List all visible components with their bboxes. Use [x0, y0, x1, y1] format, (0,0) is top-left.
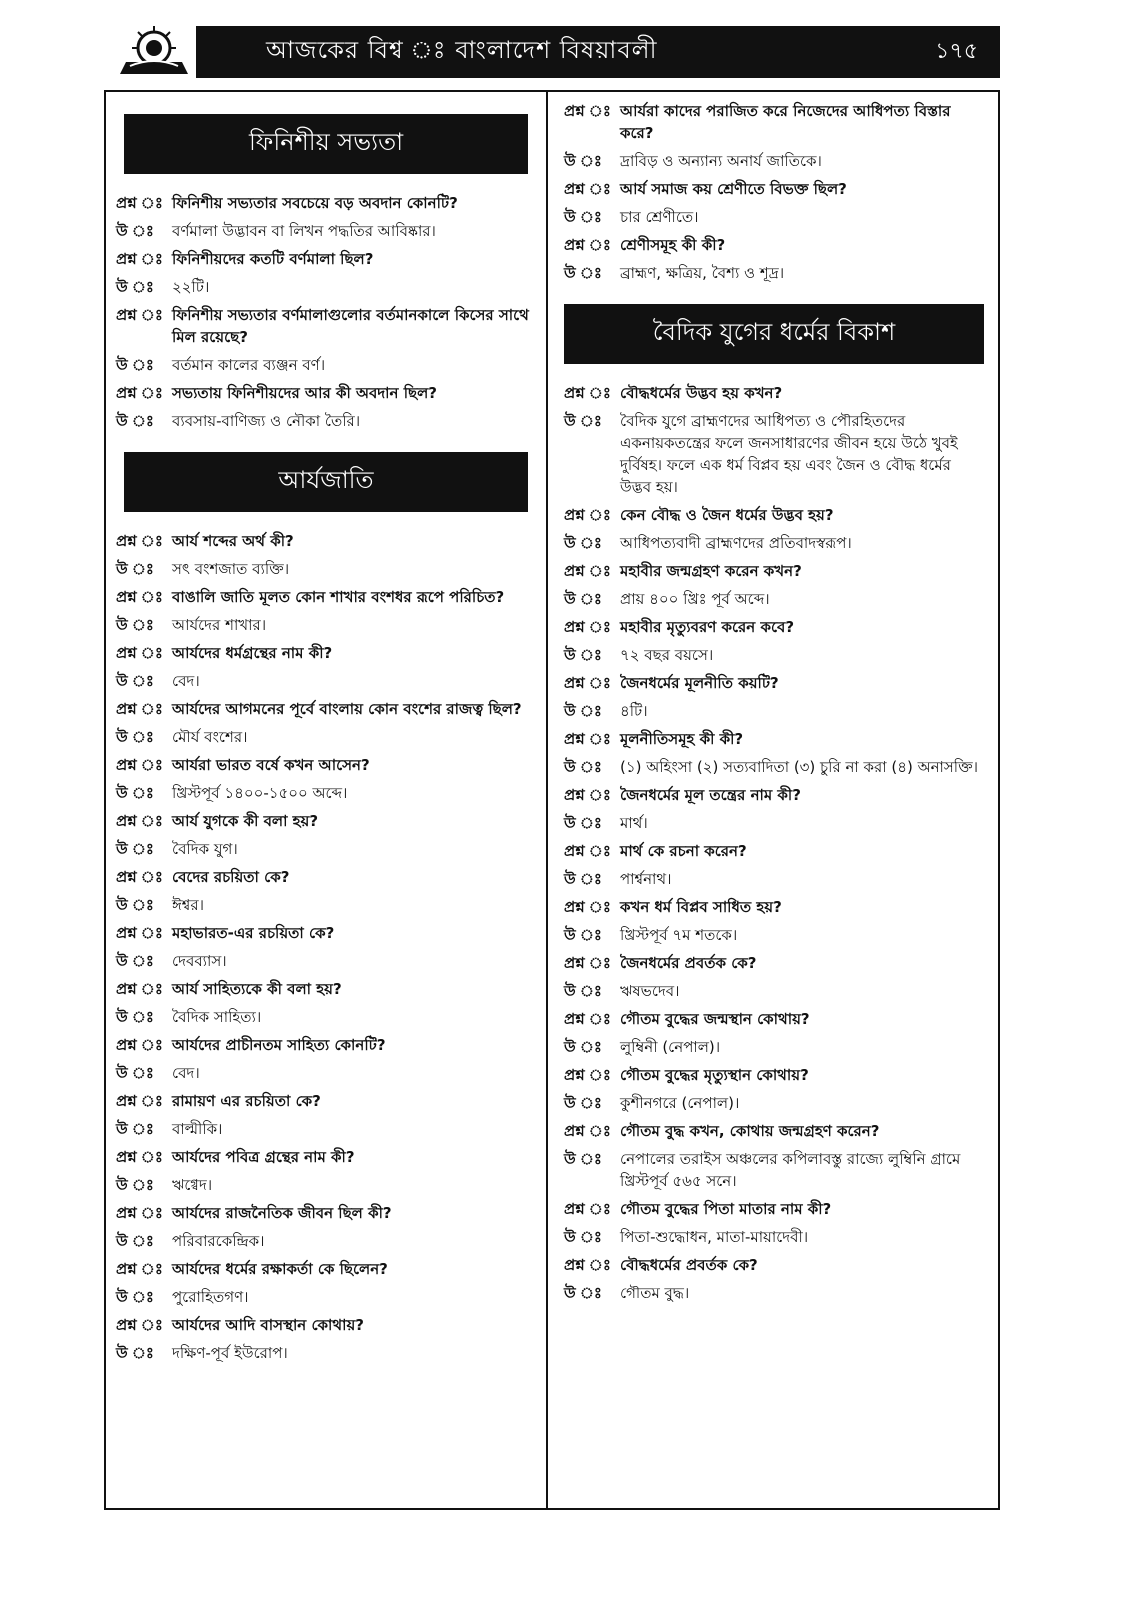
- question-text: মহাবীর জন্মগ্রহণ করেন কখন?: [620, 562, 802, 580]
- question-text: বাঙালি জাতি মূলত কোন শাখার বংশধর রূপে পরিচিত?: [172, 588, 505, 606]
- answer-text: দক্ষিণ-পূর্ব ইউরোপ।: [172, 1344, 288, 1362]
- question-row: [116, 382, 536, 404]
- question-marker: প্রশ্ন ঃ: [116, 1148, 163, 1166]
- answer-marker: উ ঃ: [564, 152, 602, 170]
- answer-row: [564, 262, 984, 284]
- answer-row: [564, 980, 984, 1002]
- answer-marker: উ ঃ: [564, 1038, 602, 1056]
- answer-marker: উ ঃ: [116, 1232, 154, 1250]
- answer-marker: উ ঃ: [116, 1064, 154, 1082]
- section-title: ফিনিশীয় সভ্যতা: [124, 114, 528, 174]
- answer-row: [564, 206, 984, 228]
- question-marker: প্রশ্ন ঃ: [564, 898, 611, 916]
- answer-marker: উ ঃ: [564, 412, 602, 430]
- answer-text: মৌর্য বংশের।: [172, 728, 248, 746]
- question-row: [116, 304, 536, 348]
- answer-row: [564, 1282, 984, 1304]
- answer-text: ঋগ্বেদ।: [172, 1176, 213, 1194]
- question-marker: প্রশ্ন ঃ: [116, 700, 163, 718]
- answer-text: ঈশ্বর।: [172, 896, 204, 914]
- answer-row: [116, 276, 536, 298]
- answer-text: পিতা-শুদ্ধোধন, মাতা-মায়াদেবী।: [620, 1228, 809, 1246]
- answer-marker: উ ঃ: [116, 1120, 154, 1138]
- question-text: গৌতম বুদ্ধ কখন, কোথায় জন্মগ্রহণ করেন?: [620, 1122, 880, 1140]
- question-marker: প্রশ্ন ঃ: [116, 644, 163, 662]
- answer-marker: উ ঃ: [564, 1150, 602, 1168]
- question-row: [116, 698, 536, 720]
- question-row: [564, 560, 984, 582]
- question-marker: প্রশ্ন ঃ: [116, 756, 163, 774]
- question-marker: প্রশ্ন ঃ: [564, 842, 611, 860]
- answer-text: আধিপত্যবাদী ব্রাহ্মণদের প্রতিবাদস্বরূপ।: [620, 534, 852, 552]
- answer-row: [564, 1036, 984, 1058]
- question-row: [116, 1146, 536, 1168]
- question-row: [564, 178, 984, 200]
- answer-text: ব্রাহ্মণ, ক্ষত্রিয়, বৈশ্য ও শূদ্র।: [620, 264, 785, 282]
- question-marker: প্রশ্ন ঃ: [564, 384, 611, 402]
- answer-row: [116, 1062, 536, 1084]
- answer-row: [116, 1286, 536, 1308]
- left-column: [116, 100, 536, 1370]
- question-marker: প্রশ্ন ঃ: [116, 924, 163, 942]
- answer-row: [116, 726, 536, 748]
- question-text: বৌদ্ধধর্মের উদ্ভব হয় কখন?: [620, 384, 783, 402]
- answer-text: দেবব্যাস।: [172, 952, 227, 970]
- question-text: রামায়ণ এর রচয়িতা কে?: [172, 1092, 321, 1110]
- answer-row: [116, 894, 536, 916]
- answer-marker: উ ঃ: [564, 702, 602, 720]
- question-row: [116, 1258, 536, 1280]
- question-marker: প্রশ্ন ঃ: [116, 250, 163, 268]
- question-row: [116, 642, 536, 664]
- question-row: [564, 840, 984, 862]
- question-text: শ্রেণীসমূহ কী কী?: [620, 236, 726, 254]
- answer-text: ব্যবসায়-বাণিজ্য ও নৌকা তৈরি।: [172, 412, 361, 430]
- answer-text: পুরোহিতগণ।: [172, 1288, 249, 1306]
- question-row: [564, 784, 984, 806]
- question-text: আর্যদের আদি বাসস্থান কোথায়?: [172, 1316, 364, 1334]
- answer-row: [564, 812, 984, 834]
- answer-text: সৎ বংশজাত ব্যক্তি।: [172, 560, 290, 578]
- question-text: আর্যদের ধর্মের রক্ষাকর্তা কে ছিলেন?: [172, 1260, 388, 1278]
- answer-row: [116, 558, 536, 580]
- question-text: বৌদ্ধধর্মের প্রবর্তক কে?: [620, 1256, 758, 1274]
- answer-marker: উ ঃ: [116, 952, 154, 970]
- question-text: সভ্যতায় ফিনিশীয়দের আর কী অবদান ছিল?: [172, 384, 437, 402]
- answer-marker: উ ঃ: [116, 1344, 154, 1362]
- question-marker: প্রশ্ন ঃ: [564, 954, 611, 972]
- answer-text: বেদ।: [172, 672, 200, 690]
- question-text: আর্যদের রাজনৈতিক জীবন ছিল কী?: [172, 1204, 392, 1222]
- answer-marker: উ ঃ: [564, 1094, 602, 1112]
- answer-marker: উ ঃ: [116, 1008, 154, 1026]
- answer-marker: উ ঃ: [564, 982, 602, 1000]
- answer-marker: উ ঃ: [564, 926, 602, 944]
- question-text: আর্য যুগকে কী বলা হয়?: [172, 812, 319, 830]
- question-marker: প্রশ্ন ঃ: [564, 618, 611, 636]
- answer-marker: উ ঃ: [116, 278, 154, 296]
- answer-row: [564, 1226, 984, 1248]
- question-text: ফিনিশীয়দের কতটি বর্ণমালা ছিল?: [172, 250, 374, 268]
- question-row: [116, 922, 536, 944]
- answer-row: [116, 1006, 536, 1028]
- answer-row: [564, 1148, 984, 1192]
- header-title: আজকের বিশ্ব ঃ বাংলাদেশ বিষয়াবলী: [266, 36, 658, 64]
- question-marker: প্রশ্ন ঃ: [564, 1066, 611, 1084]
- answer-row: [564, 924, 984, 946]
- page-number: ১৭৫: [935, 38, 978, 64]
- answer-text: লুম্বিনী (নেপাল)।: [620, 1038, 721, 1056]
- question-marker: প্রশ্ন ঃ: [116, 980, 163, 998]
- answer-row: [564, 410, 984, 498]
- question-row: [116, 1090, 536, 1112]
- question-text: জৈনধর্মের মূল তন্ত্রের নাম কী?: [620, 786, 801, 804]
- question-row: [116, 810, 536, 832]
- question-row: [116, 754, 536, 776]
- question-row: [564, 672, 984, 694]
- question-text: মহাভারত-এর রচয়িতা কে?: [172, 924, 335, 942]
- answer-text: মার্থ।: [620, 814, 648, 832]
- question-row: [564, 952, 984, 974]
- answer-row: [116, 838, 536, 860]
- answer-text: আর্যদের শাখার।: [172, 616, 267, 634]
- answer-marker: উ ঃ: [116, 672, 154, 690]
- answer-text: বর্ণমালা উদ্ভাবন বা লিখন পদ্ধতির আবিষ্কার।: [172, 222, 436, 240]
- question-text: কেন বৌদ্ধ ও জৈন ধর্মের উদ্ভব হয়?: [620, 506, 834, 524]
- column-divider: [546, 90, 548, 1510]
- question-marker: প্রশ্ন ঃ: [116, 812, 163, 830]
- question-text: জৈনধর্মের মূলনীতি কয়টি?: [620, 674, 779, 692]
- qa-list: [564, 382, 984, 1304]
- question-marker: প্রশ্ন ঃ: [564, 1010, 611, 1028]
- answer-row: [116, 220, 536, 242]
- answer-marker: উ ঃ: [116, 616, 154, 634]
- answer-marker: উ ঃ: [116, 412, 154, 430]
- answer-row: [564, 532, 984, 554]
- question-marker: প্রশ্ন ঃ: [116, 384, 163, 402]
- question-text: আর্যদের পবিত্র গ্রন্থের নাম কী?: [172, 1148, 355, 1166]
- question-text: বেদের রচয়িতা কে?: [172, 868, 290, 886]
- answer-row: [116, 1118, 536, 1140]
- question-marker: প্রশ্ন ঃ: [116, 306, 163, 324]
- question-text: আর্যদের ধর্মগ্রন্থের নাম কী?: [172, 644, 333, 662]
- answer-text: (১) অহিংসা (২) সত্যবাদিতা (৩) চুরি না করা (৪) অনাসক্তি।: [620, 758, 979, 776]
- answer-marker: উ ঃ: [564, 208, 602, 226]
- answer-row: [116, 410, 536, 432]
- question-text: মার্থ কে রচনা করেন?: [620, 842, 747, 860]
- answer-row: [564, 588, 984, 610]
- question-row: [116, 1202, 536, 1224]
- question-marker: প্রশ্ন ঃ: [564, 674, 611, 692]
- answer-row: [116, 1174, 536, 1196]
- answer-text: ঋষভদেব।: [620, 982, 680, 1000]
- question-marker: প্রশ্ন ঃ: [116, 194, 163, 212]
- question-marker: প্রশ্ন ঃ: [564, 1200, 611, 1218]
- emblem-logo-icon: [112, 22, 196, 80]
- answer-marker: উ ঃ: [116, 560, 154, 578]
- question-marker: প্রশ্ন ঃ: [564, 1256, 611, 1274]
- answer-marker: উ ঃ: [116, 728, 154, 746]
- question-text: আর্য শব্দের অর্থ কী?: [172, 532, 294, 550]
- answer-row: [116, 1230, 536, 1252]
- question-marker: প্রশ্ন ঃ: [116, 1092, 163, 1110]
- question-row: [564, 1008, 984, 1030]
- question-row: [564, 728, 984, 750]
- question-marker: প্রশ্ন ঃ: [116, 532, 163, 550]
- answer-marker: উ ঃ: [116, 222, 154, 240]
- question-marker: প্রশ্ন ঃ: [564, 506, 611, 524]
- header-bar: [196, 26, 1000, 78]
- question-text: আর্যদের আগমনের পূর্বে বাংলায় কোন বংশের রাজত্ব ছিল?: [172, 700, 522, 718]
- question-row: [564, 1254, 984, 1276]
- answer-marker: উ ঃ: [116, 840, 154, 858]
- question-text: কখন ধর্ম বিপ্লব সাধিত হয়?: [620, 898, 782, 916]
- question-marker: প্রশ্ন ঃ: [564, 180, 611, 198]
- page-header: [112, 22, 1000, 80]
- answer-row: [116, 950, 536, 972]
- answer-row: [564, 644, 984, 666]
- question-marker: প্রশ্ন ঃ: [564, 730, 611, 748]
- answer-marker: উ ঃ: [116, 356, 154, 374]
- answer-marker: উ ঃ: [564, 590, 602, 608]
- answer-marker: উ ঃ: [564, 534, 602, 552]
- question-row: [116, 586, 536, 608]
- question-row: [564, 234, 984, 256]
- question-row: [564, 1198, 984, 1220]
- question-marker: প্রশ্ন ঃ: [116, 1316, 163, 1334]
- answer-text: বর্তমান কালের ব্যঞ্জন বর্ণ।: [172, 356, 326, 374]
- question-row: [564, 616, 984, 638]
- answer-row: [116, 670, 536, 692]
- answer-row: [564, 868, 984, 890]
- answer-row: [116, 614, 536, 636]
- question-text: আর্যদের প্রাচীনতম সাহিত্য কোনটি?: [172, 1036, 386, 1054]
- answer-marker: উ ঃ: [564, 264, 602, 282]
- answer-marker: উ ঃ: [116, 1176, 154, 1194]
- question-text: আর্য সমাজ কয় শ্রেণীতে বিভক্ত ছিল?: [620, 180, 847, 198]
- answer-text: খ্রিস্টপূর্ব ১৪০০-১৫০০ অব্দে।: [172, 784, 348, 802]
- answer-row: [564, 150, 984, 172]
- question-row: [116, 866, 536, 888]
- question-text: আর্যরা ভারত বর্ষে কখন আসেন?: [172, 756, 370, 774]
- question-row: [116, 530, 536, 552]
- question-row: [116, 978, 536, 1000]
- answer-row: [116, 782, 536, 804]
- question-row: [116, 1314, 536, 1336]
- question-marker: প্রশ্ন ঃ: [564, 562, 611, 580]
- question-row: [564, 382, 984, 404]
- answer-text: ৭২ বছর বয়সে।: [620, 646, 714, 664]
- answer-text: বেদ।: [172, 1064, 200, 1082]
- answer-row: [564, 700, 984, 722]
- answer-text: বৈদিক যুগে ব্রাহ্মণদের আধিপত্য ও পৌরহিতদের একনায়কতন্ত্রের ফলে জনসাধারণের জীবন হয়ে উঠে খুবই দুর্বিষহ। ফলে এক ধর্ম বিপ্লব হয় এবং জৈন ও বৌদ্ধ ধর্মের উদ্ভব হয়।: [620, 412, 958, 496]
- answer-row: [116, 354, 536, 376]
- answer-text: ৪টি।: [620, 702, 648, 720]
- answer-text: নেপালের তরাইস অঞ্চলের কপিলাবস্তু রাজ্যে লুম্বিনি গ্রামে খ্রিস্টপূর্ব ৫৬৫ সনে।: [620, 1150, 961, 1190]
- question-marker: প্রশ্ন ঃ: [116, 1036, 163, 1054]
- answer-marker: উ ঃ: [564, 870, 602, 888]
- answer-marker: উ ঃ: [564, 1228, 602, 1246]
- answer-marker: উ ঃ: [116, 784, 154, 802]
- question-text: জৈনধর্মের প্রবর্তক কে?: [620, 954, 757, 972]
- answer-marker: উ ঃ: [564, 646, 602, 664]
- question-text: গৌতম বুদ্ধের জন্মস্থান কোথায়?: [620, 1010, 810, 1028]
- answer-text: পরিবারকেন্দ্রিক।: [172, 1232, 265, 1250]
- answer-text: দ্রাবিড় ও অন্যান্য অনার্য জাতিকে।: [620, 152, 822, 170]
- question-row: [564, 896, 984, 918]
- answer-text: পার্শ্বনাথ।: [620, 870, 672, 888]
- question-row: [116, 248, 536, 270]
- question-marker: প্রশ্ন ঃ: [116, 1260, 163, 1278]
- answer-text: ২২টি।: [172, 278, 210, 296]
- question-text: গৌতম বুদ্ধের মৃত্যুস্থান কোথায়?: [620, 1066, 809, 1084]
- qa-list: [564, 100, 984, 284]
- question-marker: প্রশ্ন ঃ: [116, 588, 163, 606]
- answer-text: গৌতম বুদ্ধ।: [620, 1284, 690, 1302]
- question-row: [116, 1034, 536, 1056]
- question-text: ফিনিশীয় সভ্যতার সবচেয়ে বড় অবদান কোনটি?: [172, 194, 458, 212]
- section-title: বৈদিক যুগের ধর্মের বিকাশ: [564, 304, 984, 364]
- answer-text: কুশীনগরে (নেপাল)।: [620, 1094, 740, 1112]
- question-marker: প্রশ্ন ঃ: [564, 786, 611, 804]
- question-text: আর্যরা কাদের পরাজিত করে নিজেদের আধিপত্য বিস্তার করে?: [620, 102, 951, 142]
- question-text: ফিনিশীয় সভ্যতার বর্ণমালাগুলোর বর্তমানকালে কিসের সাথে মিল রয়েছে?: [172, 306, 529, 346]
- question-row: [116, 192, 536, 214]
- question-row: [564, 1064, 984, 1086]
- question-marker: প্রশ্ন ঃ: [564, 236, 611, 254]
- section-title: আর্যজাতি: [124, 452, 528, 512]
- answer-row: [116, 1342, 536, 1364]
- answer-marker: উ ঃ: [564, 814, 602, 832]
- question-text: মহাবীর মৃত্যুবরণ করেন কবে?: [620, 618, 795, 636]
- question-row: [564, 100, 984, 144]
- question-marker: প্রশ্ন ঃ: [564, 1122, 611, 1140]
- question-text: আর্য সাহিত্যকে কী বলা হয়?: [172, 980, 342, 998]
- question-marker: প্রশ্ন ঃ: [564, 102, 611, 120]
- answer-marker: উ ঃ: [564, 758, 602, 776]
- question-marker: প্রশ্ন ঃ: [116, 868, 163, 886]
- answer-marker: উ ঃ: [116, 896, 154, 914]
- answer-text: খ্রিস্টপূর্ব ৭ম শতকে।: [620, 926, 738, 944]
- question-text: গৌতম বুদ্ধের পিতা মাতার নাম কী?: [620, 1200, 832, 1218]
- question-row: [564, 1120, 984, 1142]
- answer-text: বাল্মীকি।: [172, 1120, 223, 1138]
- answer-text: বৈদিক যুগ।: [172, 840, 238, 858]
- qa-list: [116, 192, 536, 432]
- answer-text: বৈদিক সাহিত্য।: [172, 1008, 262, 1026]
- qa-list: [116, 530, 536, 1364]
- right-column: [564, 100, 984, 1310]
- answer-marker: উ ঃ: [116, 1288, 154, 1306]
- answer-text: চার শ্রেণীতে।: [620, 208, 699, 226]
- question-marker: প্রশ্ন ঃ: [116, 1204, 163, 1222]
- answer-text: প্রায় ৪০০ খ্রিঃ পূর্ব অব্দে।: [620, 590, 770, 608]
- answer-row: [564, 756, 984, 778]
- answer-row: [564, 1092, 984, 1114]
- question-text: মূলনীতিসমূহ কী কী?: [620, 730, 744, 748]
- answer-marker: উ ঃ: [564, 1284, 602, 1302]
- question-row: [564, 504, 984, 526]
